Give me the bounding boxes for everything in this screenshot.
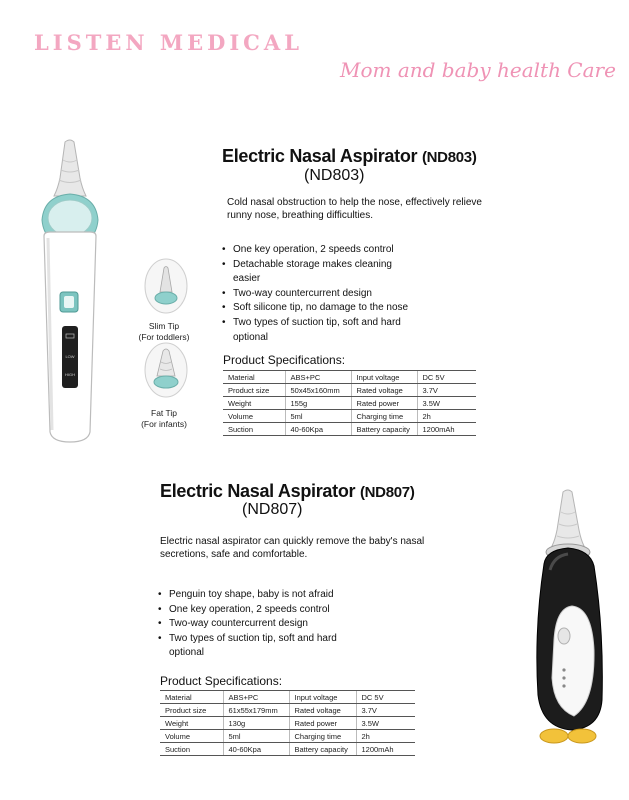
nd807-title <box>160 481 415 502</box>
nd803-spec-heading: Product Specifications: <box>223 353 346 367</box>
table-cell: Rated power <box>351 397 417 410</box>
feature-item: • One key operation, 2 speeds control <box>158 603 348 618</box>
nd807-title-code: (ND807) <box>359 484 415 501</box>
table-cell: 2h <box>356 730 415 743</box>
nd803-title <box>222 146 477 167</box>
table-cell: 50x45x160mm <box>285 384 351 397</box>
brand-tagline: Mom and baby health Care <box>340 58 616 82</box>
table-cell: Rated power <box>289 717 356 730</box>
fat-tip-image <box>143 342 189 398</box>
table-cell: 3.7V <box>356 704 415 717</box>
nd803-title-code: (ND803) <box>421 149 477 166</box>
table-cell: 5ml <box>285 410 351 423</box>
brand-name: LISTEN MEDICAL <box>34 30 303 55</box>
table-row <box>160 691 415 704</box>
slim-tip-caption <box>130 321 198 342</box>
table-cell: Battery capacity <box>351 423 417 436</box>
table-cell: Volume <box>160 730 223 743</box>
feature-item: • Penguin toy shape, baby is not afraid <box>158 588 348 603</box>
table-cell: 61x55x179mm <box>223 704 289 717</box>
table-cell: 1200mAh <box>356 743 415 756</box>
table-row <box>160 717 415 730</box>
table-cell: 155g <box>285 397 351 410</box>
table-cell: Rated voltage <box>289 704 356 717</box>
nd803-low-label: LOW <box>65 354 75 359</box>
nd807-title-text: Electric Nasal Aspirator <box>160 481 356 501</box>
table-cell: 40-60Kpa <box>223 743 289 756</box>
feature-item: • Two types of suction tip, soft and hard optional <box>222 316 412 345</box>
table-cell: Product size <box>160 704 223 717</box>
nd803-high-label: HIGH <box>65 372 75 377</box>
table-cell: Material <box>160 691 223 704</box>
table-cell: Weight <box>223 397 285 410</box>
table-row <box>160 743 415 756</box>
feature-item: • Two-way countercurrent design <box>158 617 348 632</box>
table-row <box>223 371 476 384</box>
table-cell: 3.5W <box>417 397 476 410</box>
table-cell: Input voltage <box>351 371 417 384</box>
table-row <box>223 423 476 436</box>
table-cell: 5ml <box>223 730 289 743</box>
nd803-description: Cold nasal obstruction to help the nose, effectively relieve runny nose, breathing difficulties. <box>227 197 482 221</box>
table-cell: DC 5V <box>356 691 415 704</box>
table-cell: 130g <box>223 717 289 730</box>
table-cell: Volume <box>223 410 285 423</box>
table-cell: 2h <box>417 410 476 423</box>
nd807-spec-heading: Product Specifications: <box>160 674 283 688</box>
table-cell: 3.5W <box>356 717 415 730</box>
table-row <box>223 384 476 397</box>
table-cell: ABS+PC <box>223 691 289 704</box>
table-cell: Charging time <box>351 410 417 423</box>
nd803-subtitle-code: (ND803) <box>304 167 365 184</box>
table-cell: Suction <box>223 423 285 436</box>
slim-tip-name: Slim Tip <box>148 321 180 331</box>
fat-tip-caption <box>130 408 198 429</box>
table-cell: 1200mAh <box>417 423 476 436</box>
table-cell: Weight <box>160 717 223 730</box>
feature-item: • Detachable storage makes cleaning easier <box>222 258 412 287</box>
table-row <box>223 410 476 423</box>
table-row <box>160 730 415 743</box>
table-cell: Material <box>223 371 285 384</box>
feature-item: • Two types of suction tip, soft and hard optional <box>158 632 348 661</box>
table-cell: Battery capacity <box>289 743 356 756</box>
feature-item: • Soft silicone tip, no damage to the nose <box>222 301 412 316</box>
fat-tip-name: Fat Tip <box>151 408 177 418</box>
feature-item: • Two-way countercurrent design <box>222 287 412 302</box>
nd807-device-image <box>532 490 610 750</box>
nd803-device-image <box>30 140 110 445</box>
slim-tip-note: (For toddlers) <box>138 331 190 342</box>
nd803-title-text: Electric Nasal Aspirator <box>222 146 418 166</box>
table-cell: Suction <box>160 743 223 756</box>
table-cell: 3.7V <box>417 384 476 397</box>
nd807-spec-table <box>160 690 415 756</box>
table-cell: DC 5V <box>417 371 476 384</box>
nd807-subtitle-code: (ND807) <box>242 501 303 518</box>
nd807-description: Electric nasal aspirator can quickly remove the baby's nasal secretions, safe and comfortable. <box>160 536 425 560</box>
slim-tip-image <box>143 258 189 314</box>
nd803-feature-list <box>222 243 412 345</box>
table-cell: Charging time <box>289 730 356 743</box>
table-cell: Rated voltage <box>351 384 417 397</box>
table-cell: ABS+PC <box>285 371 351 384</box>
nd807-feature-list <box>158 588 348 661</box>
table-row <box>223 397 476 410</box>
feature-item: • One key operation, 2 speeds control <box>222 243 412 258</box>
fat-tip-note: (For infants) <box>141 418 187 429</box>
table-cell: Product size <box>223 384 285 397</box>
nd803-spec-table <box>223 370 476 436</box>
table-cell: 40-60Kpa <box>285 423 351 436</box>
table-cell: Input voltage <box>289 691 356 704</box>
table-row <box>160 704 415 717</box>
